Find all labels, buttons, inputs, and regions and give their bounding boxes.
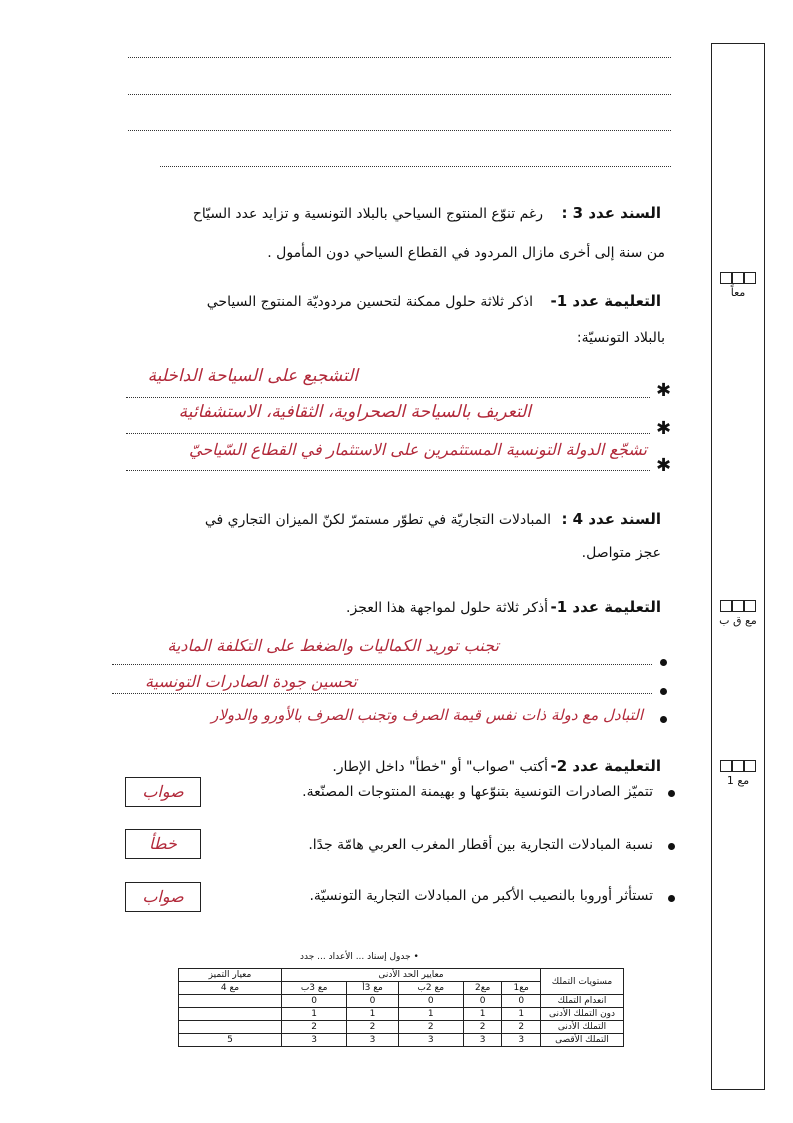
bullet (660, 716, 667, 723)
table-caption: • جدول إسناد ... الأعداد ... جدد (300, 952, 419, 962)
header-min: معايير الحد الأدنى (282, 969, 541, 982)
sub-header: مع1 (502, 982, 541, 995)
task2-label: التعليمة عدد 2- (550, 757, 661, 775)
answer-line (128, 94, 671, 95)
bullet (668, 843, 675, 850)
task1-answer-3: تشجّع الدولة التونسية المستثمرين على الاستثمار في القطاع السّياحيّ (188, 440, 647, 459)
header-excel: معيار التميز (179, 969, 282, 982)
header-levels: مستويات التملك (541, 969, 624, 995)
star-bullet: ✱ (656, 418, 672, 439)
sub-header: مع2 (463, 982, 502, 995)
grading-table (178, 968, 624, 1047)
bullet (660, 659, 667, 666)
sanad3-label: السند عدد 3 : (561, 204, 661, 222)
task2-answer-box-2[interactable]: خطأ (125, 829, 201, 859)
task1b-answer-3: التبادل مع دولة ذات نفس قيمة الصرف وتجنب الصرف بالأورو والدولار (211, 706, 643, 724)
sub-header: مع 3ب (282, 982, 347, 995)
star-bullet: ✱ (656, 380, 672, 401)
table-row: انعدام التملك 0 0 0 0 0 (179, 995, 624, 1008)
answer-line (112, 693, 652, 694)
task2-statement-1: تتميّز الصادرات التونسية بتنوّعها و بهيمنة المنتوجات المصنّعة. (302, 784, 653, 800)
task2-statement-2: نسبة المبادلات التجارية بين أقطار المغرب العربي هامّة جدًا. (308, 837, 653, 853)
answer-line (128, 130, 671, 131)
task2-answer-box-1[interactable]: صواب (125, 777, 201, 807)
sanad3-line1: رغم تنوّع المنتوج السياحي بالبلاد التونسية و تزايد عدد السيّاح (192, 206, 543, 222)
task1-line1: اذكر ثلاثة حلول ممكنة لتحسين مردوديّة المنتوج السياحي (206, 294, 533, 310)
table-row: التملك الأدنى 2 2 2 2 2 (179, 1021, 624, 1034)
task1b-label: التعليمة عدد 1- (550, 598, 661, 616)
task2-text: أكتب "صواب" أو "خطأ" داخل الإطار. (332, 759, 548, 775)
bullet (668, 895, 675, 902)
task1b-answer-1: تجنب توريد الكماليات والضغط على التكلفة المادية (167, 636, 499, 655)
sub-header: مع 4 (179, 982, 282, 995)
task1-label: التعليمة عدد 1- (550, 292, 661, 310)
task1b-text: أذكر ثلاثة حلول لمواجهة هذا العجز. (346, 600, 548, 616)
answer-line (126, 397, 650, 398)
grading-sidebar (711, 43, 765, 1090)
answer-line (112, 664, 652, 665)
bullet (668, 790, 675, 797)
sub-header: مع 2ب (398, 982, 463, 995)
task2-statement-3: تستأثر أوروبا بالنصيب الأكبر من المبادلات التجارية التونسيّة. (309, 888, 653, 904)
task2-answer-box-3[interactable]: صواب (125, 882, 201, 912)
task1-answer-1: التشجيع على السياحة الداخلية (147, 366, 358, 386)
sanad3-line2: من سنة إلى أخرى مازال المردود في القطاع السياحي دون المأمول . (267, 245, 665, 261)
answer-line (128, 57, 671, 58)
task1-answer-2: التعريف بالسياحة الصحراوية، الثقافية، الاستشفائية (178, 402, 531, 422)
task1-line2: بالبلاد التونسيّة: (576, 330, 665, 346)
star-bullet: ✱ (656, 455, 672, 476)
criterion-3: مع 1 (716, 760, 760, 787)
task1b-answer-2: تحسين جودة الصادرات التونسية (145, 672, 357, 691)
sanad4-label: السند عدد 4 : (561, 510, 661, 528)
criterion-1: معاً (716, 272, 760, 299)
answer-line (160, 166, 671, 167)
criterion-2: مع ق ب (716, 600, 760, 627)
table-row: التملك الأقصى 3 3 3 3 3 5 (179, 1034, 624, 1047)
answer-line (126, 433, 650, 434)
sanad4-line2: عجز متواصل. (581, 545, 661, 561)
sub-header: مع 3أ (347, 982, 398, 995)
bullet (660, 688, 667, 695)
sanad4-line1: المبادلات التجاريّة في تطوّر مستمرّ لكنّ الميزان التجاري في (204, 512, 551, 528)
table-row: دون التملك الأدنى 1 1 1 1 1 (179, 1008, 624, 1021)
answer-line (126, 470, 650, 471)
